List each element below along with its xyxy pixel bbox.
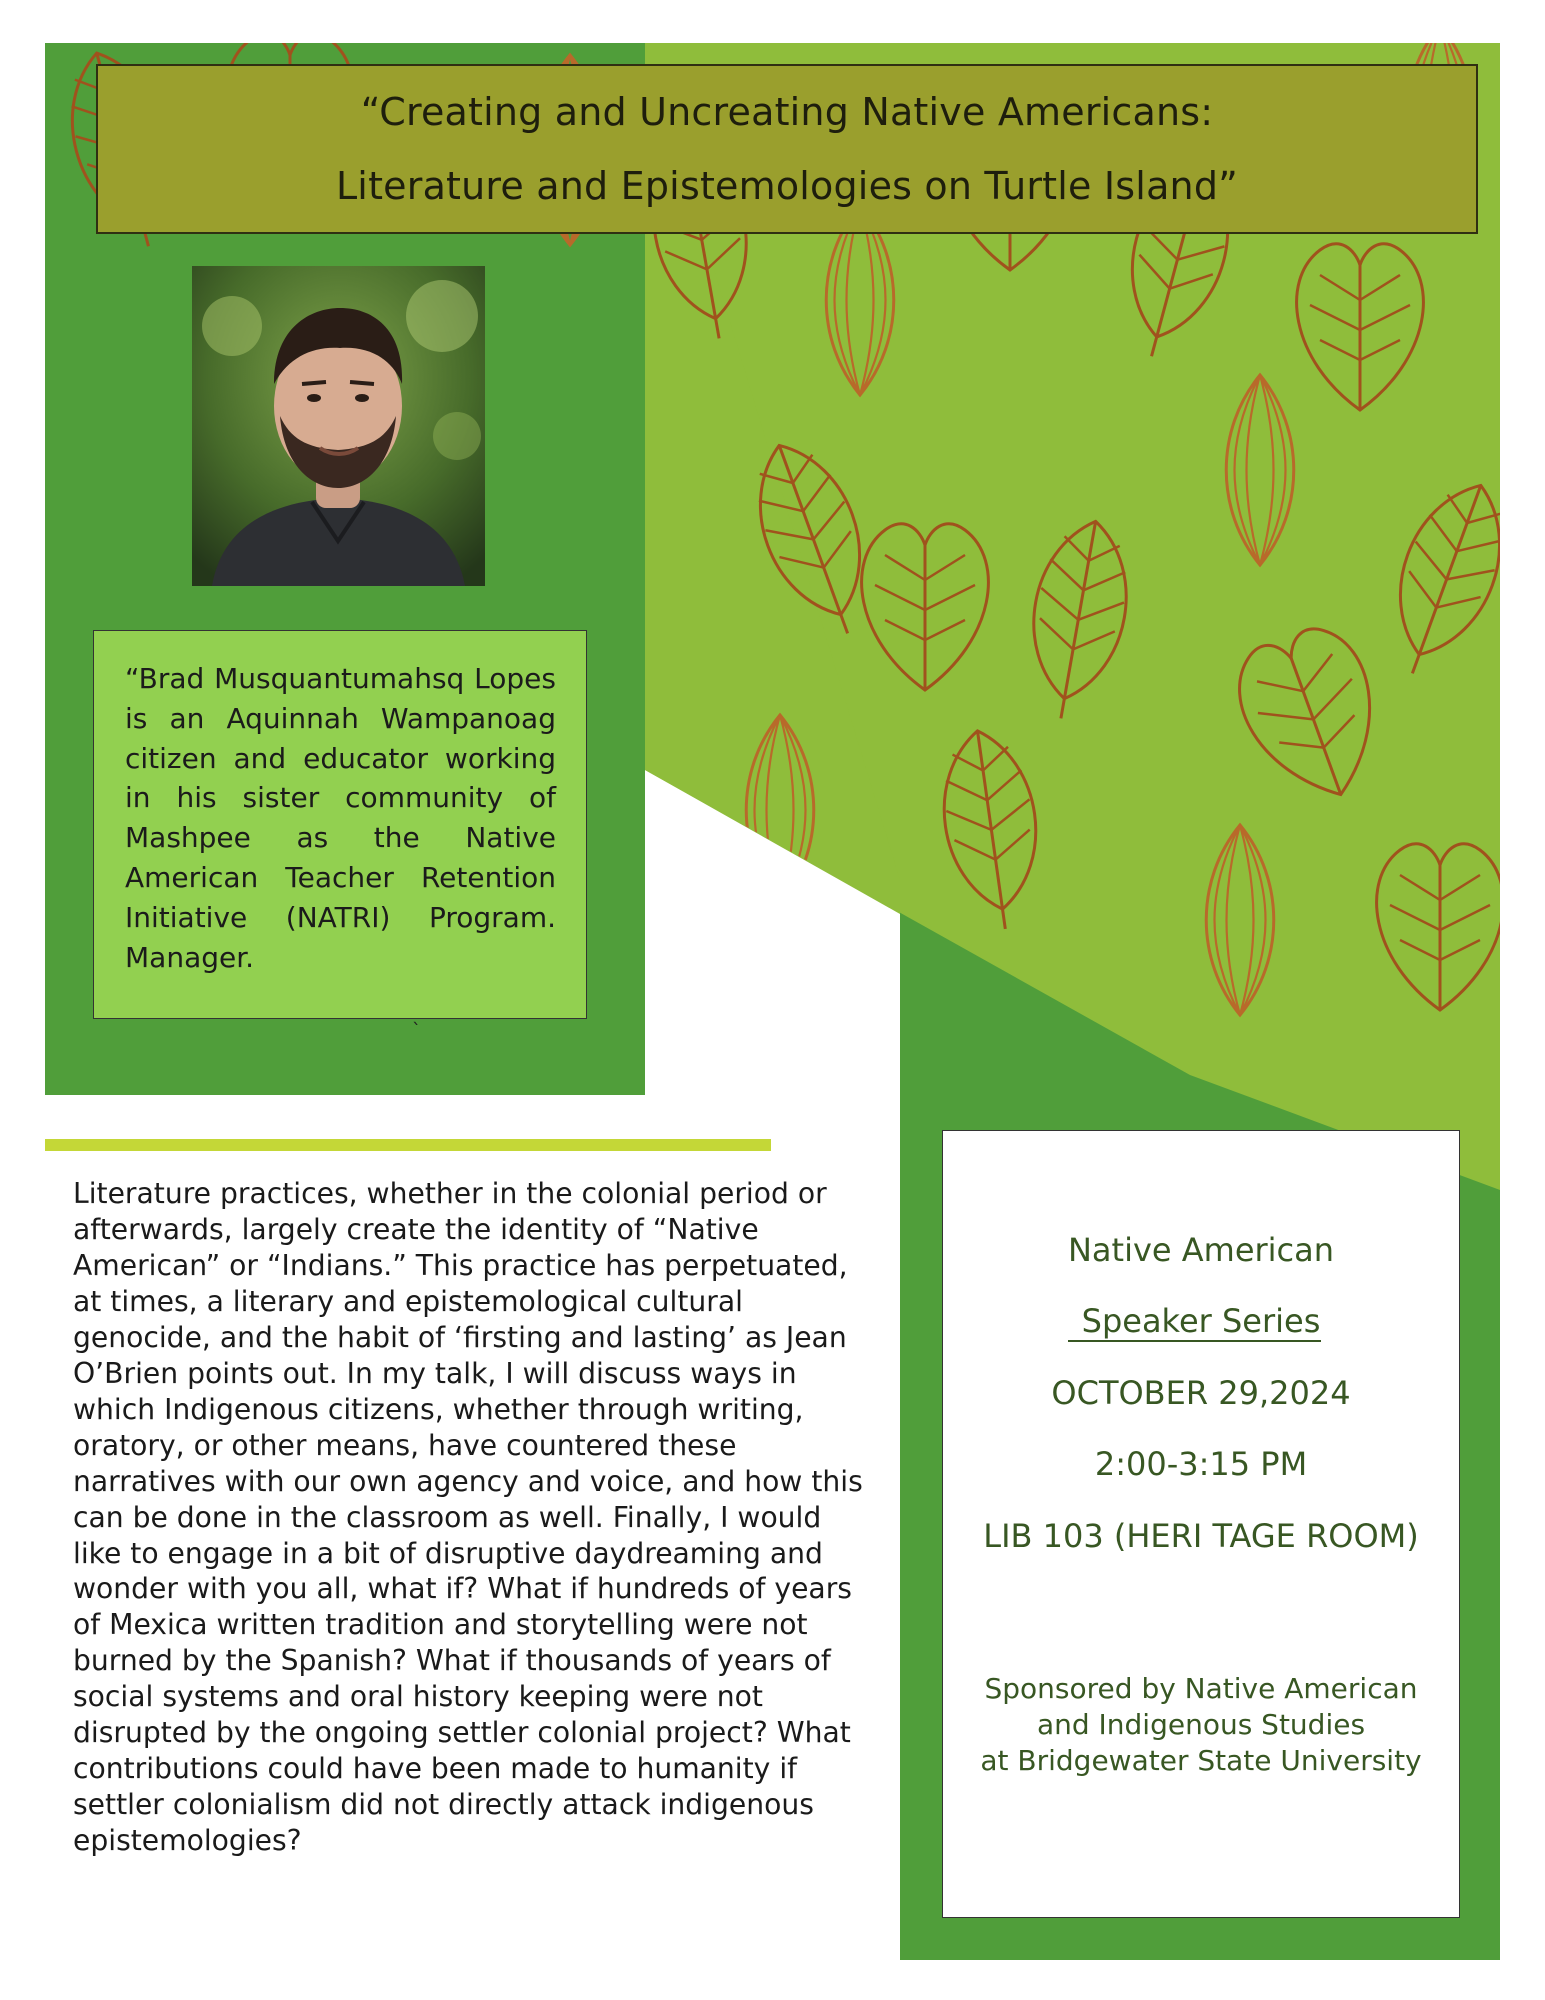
stray-mark: ` xyxy=(412,1020,421,1041)
divider-bar xyxy=(45,1139,771,1151)
series-line-2: Speaker Series xyxy=(1081,1302,1321,1340)
series-line-1: Native American xyxy=(1067,1231,1335,1269)
event-time: 2:00-3:15 PM xyxy=(1094,1445,1308,1483)
event-date: OCTOBER 29,2024 xyxy=(1051,1374,1351,1412)
speaker-photo xyxy=(192,266,485,586)
series-underline xyxy=(1068,1340,1321,1342)
bio-text: “Brad Musquantumahsq Lopes is an Aquinnah Wampanoag citizen and educator working in his sister community of Mashpee as the Native American Teacher Retention Initiative (NATRI) Program. Manager. xyxy=(125,662,556,974)
sponsor-line-2: and Indigenous Studies xyxy=(1036,1708,1366,1741)
event-info-box xyxy=(942,1130,1460,1918)
sponsor-line-1: Sponsored by Native American xyxy=(984,1672,1418,1705)
title-line-2: Literature and Epistemologies on Turtle Island” xyxy=(335,164,1239,208)
title-line-1: “Creating and Uncreating Native Americans: xyxy=(360,90,1214,134)
bio-box xyxy=(93,630,587,1019)
abstract-text: Literature practices, whether in the colonial period or afterwards, largely create the identity of “Native American” or “Indians.” This practice has perpetuated, at times, a literary and epistemological cultural genocide, and the habit of ‘firsting and lasting’ as Jean O’Brien points out. In my talk, I will discuss ways in which Indigenous citizens, whether through writing, oratory, or other means, have countered these narratives with our own agency and voice, and how this can be done in the classroom as well. Finally, I would like to engage in a bit of disruptive daydreaming and wonder with you all, what if? What if hundreds of years of Mexica written tradition and storytelling were not burned by the Spanish? What if thousands of years of social systems and oral history keeping were not disrupted by the ongoing settler colonial project? What contributions could have been made to humanity if settler colonialism did not directly attack indigenous epistemologies? xyxy=(73,1177,863,1858)
title-box xyxy=(96,64,1478,234)
sponsor-line-3: at Bridgewater State University xyxy=(980,1744,1422,1777)
event-location: LIB 103 (HERI TAGE ROOM) xyxy=(983,1517,1419,1555)
